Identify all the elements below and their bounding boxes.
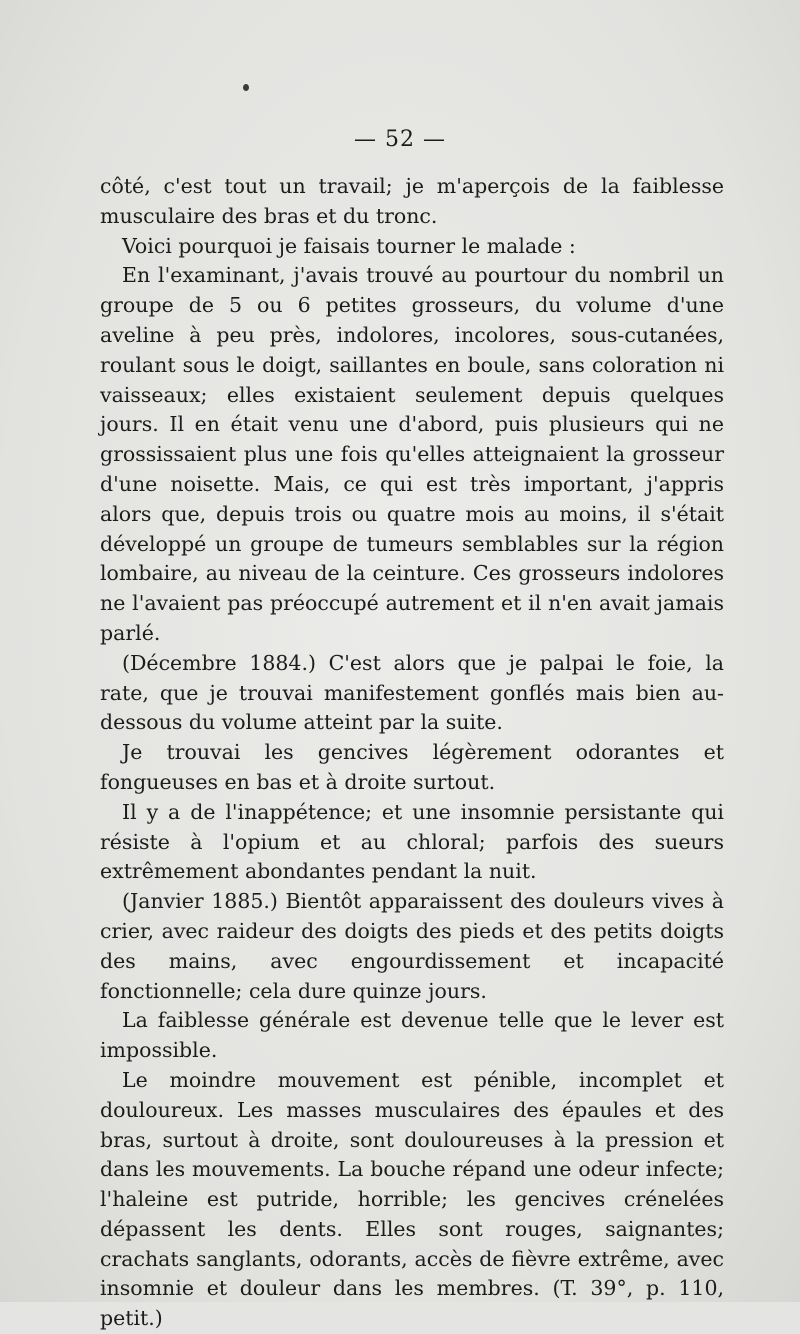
paragraph-3: En l'examinant, j'avais trouvé au pourtour du nombril un groupe de 5 ou 6 petites grosseurs, du volume d'une aveline à peu près, indolores, incolores, sous-cutanées, roulant sous le doigt, saillantes en boule, sans coloration ni vaisseaux; elles existaient seulement depuis quelques jours. Il en était venu une d'abord, puis plusieurs qui ne grossissaient plus une fois qu'elles atteignaient la grosseur d'une noisette. Mais, ce qui est très important, j'appris alors que, depuis trois ou quatre mois au moins, il s'était développé un groupe de tumeurs semblables sur la région lombaire, au niveau de la ceinture. Ces grosseurs indolores ne l'avaient pas préoccupé autrement et il n'en avait jamais parlé. [100, 263, 724, 645]
paragraph-8: La faiblesse générale est devenue telle que le lever est impossible. [100, 1008, 724, 1063]
paragraph-5: Je trouvai les gencives légèrement odorantes et fongueuses en bas et à droite surtout. [100, 740, 724, 794]
paragraph-9: Le moindre mouvement est pénible, incomplet et douloureux. Les masses musculaires des épaules et des bras, surtout à droite, sont douloureuses à la pression et dans les mouvements. La bouche répand une odeur infecte; l'haleine est putride, horrible; les gencives crénelées dépassent les dents. Elles sont rouges, saignantes; crachats sanglants, odorants, accès de fièvre extrême, avec insomnie et douleur dans les membres. (T. 39°, p. 110, petit.) [100, 1067, 724, 1331]
page-number: — 52 — [354, 127, 446, 152]
paragraph-4: (Décembre 1884.) C'est alors que je palpai le foie, la rate, que je trouvai manifestement gonflés mais bien au-dessous du volume atteint par la suite. [100, 650, 724, 735]
paragraph-1: côté, c'est tout un travail; je m'aperçois de la faiblesse musculaire des bras et du tronc. [100, 174, 724, 228]
paragraph-2: Voici pourquoi je faisais tourner le malade : [122, 233, 576, 258]
body-text [100, 172, 724, 1334]
ink-speck [243, 84, 249, 91]
paragraph-6: Il y a de l'inappétence; et une insomnie persistante qui résiste à l'opium et au chloral; parfois des sueurs extrêmement abondantes pendant la nuit. [100, 799, 724, 884]
paragraph-7: (Janvier 1885.) Bientôt apparaissent des douleurs vives à crier, avec raideur des doigts des pieds et des petits doigts des mains, avec engourdissement et incapacité fonctionnelle; cela dure quinze jours. [100, 889, 724, 1003]
